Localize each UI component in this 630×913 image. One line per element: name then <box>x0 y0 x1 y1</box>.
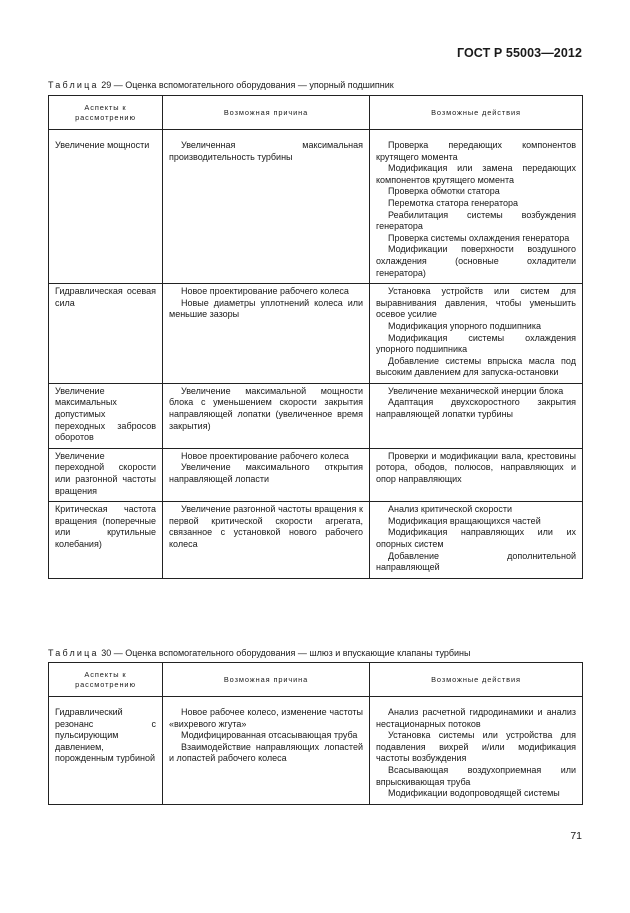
cause-item: Взаимодействие направляющих лопастей и лопастей рабочего колеса <box>169 741 363 764</box>
action-item: Модификация или замена передающих компонентов крутящего момента <box>376 163 576 185</box>
table-30 <box>48 662 583 805</box>
cause-item: Увеличенная максимальная производительность турбины <box>169 140 363 162</box>
action-item: Всасывающая воздухоприемная или впрыскивающая труба <box>376 764 576 787</box>
header-actions: Возможные действия <box>370 663 583 697</box>
action-item: Реабилитация системы возбуждения генератора <box>376 209 576 232</box>
cause-item: Увеличение разгонной частоты вращения к первой критической скорости агрегата, связанное с установкой нового рабочего колеса <box>169 504 363 549</box>
cause-cell <box>163 704 370 804</box>
aspect-cell: Увеличение максимальных допустимых переходных забросов оборотов <box>49 383 163 448</box>
header-aspects: Аспекты к рассмотрению <box>49 663 163 697</box>
actions-cell <box>370 704 583 804</box>
table-row <box>49 284 583 384</box>
action-item: Модификация направляющих или их опорных систем <box>376 527 576 549</box>
table-row <box>49 502 583 579</box>
table-29-caption <box>48 80 582 91</box>
action-item: Увеличение механической инерции блока <box>388 385 564 396</box>
cause-cell <box>163 284 370 384</box>
cause-item: Новое проектирование рабочего колеса <box>181 450 349 461</box>
actions-cell <box>370 284 583 384</box>
action-item: Анализ критической скорости <box>388 504 512 515</box>
table-row <box>49 704 583 804</box>
table-row <box>49 137 583 284</box>
actions-cell <box>370 502 583 579</box>
cause-cell <box>163 383 370 448</box>
table-29 <box>48 95 583 579</box>
table-row <box>49 383 583 448</box>
action-item: Модификация вращающихся частей <box>388 515 541 526</box>
actions-cell <box>370 137 583 284</box>
header-actions: Возможные действия <box>370 96 583 130</box>
cause-cell <box>163 137 370 284</box>
aspect-cell: Гидравлический резонанс с пульсирующим давлением, порожденным турбиной <box>49 704 163 804</box>
action-item: Добавление дополнительной направляющей <box>376 550 576 573</box>
caption-label: Таблица <box>48 80 99 90</box>
aspect-cell: Гидравлическая осевая сила <box>49 284 163 384</box>
table-30-caption <box>48 648 582 659</box>
cause-item: Модифицированная отсасывающая труба <box>181 730 358 741</box>
action-item: Проверка обмотки статора <box>388 186 500 197</box>
header-cause: Возможная причина <box>163 96 370 130</box>
standard-designation: ГОСТ Р 55003—2012 <box>456 46 582 60</box>
action-item: Установка устройств или систем для выравнивания давления, чтобы уменьшить осевое усилие <box>376 286 576 320</box>
cause-cell <box>163 502 370 579</box>
aspect-cell: Увеличение мощности <box>49 137 163 284</box>
caption-label: Таблица <box>48 648 99 658</box>
aspect-cell: Увеличение переходной скорости или разгонной частоты вращения <box>49 448 163 501</box>
actions-cell <box>370 448 583 501</box>
action-item: Установка системы или устройства для подавления вихрей и/или модификация частоты возбуждения <box>376 730 576 764</box>
caption-text: 30 — Оценка вспомогательного оборудования — шлюз и впускающие клапаны турбины <box>101 648 471 658</box>
action-item: Адаптация двухскоростного закрытия направляющей лопатки турбины <box>376 397 576 420</box>
action-item: Модификация системы охлаждения упорного подшипника <box>376 332 576 355</box>
header-cause: Возможная причина <box>163 663 370 697</box>
action-item: Проверки и модификации вала, крестовины ротора, ободов, полюсов, направляющих и опор направляющих <box>376 450 576 485</box>
aspect-cell: Критическая частота вращения (поперечные или крутильные колебания) <box>49 502 163 579</box>
action-item: Модификация упорного подшипника <box>388 320 541 331</box>
cause-item: Увеличение максимальной мощности блока с уменьшением скорости закрытия направляющей лопатки (увеличенное время закрытия) <box>169 385 363 431</box>
header-aspects: Аспекты к рассмотрению <box>49 96 163 130</box>
action-item: Анализ расчетной гидродинамики и анализ нестационарных потоков <box>376 707 576 729</box>
cause-cell <box>163 448 370 501</box>
action-item: Модификации поверхности воздушного охлаждения (основные охладители генератора) <box>376 244 576 278</box>
cause-item: Новое проектирование рабочего колеса <box>181 286 349 297</box>
cause-item: Новое рабочее колесо, изменение частоты «вихревого жгута» <box>169 707 363 729</box>
action-item: Проверка передающих компонентов крутящего момента <box>376 140 576 162</box>
action-item: Проверка системы охлаждения генератора <box>388 232 570 243</box>
cause-item: Новые диаметры уплотнений колеса или меньшие зазоры <box>169 297 363 320</box>
page-number: 71 <box>570 830 582 842</box>
actions-cell <box>370 383 583 448</box>
action-item: Модификации водопроводящей системы <box>388 788 560 799</box>
table-row <box>49 448 583 501</box>
caption-text: 29 — Оценка вспомогательного оборудования — упорный подшипник <box>101 80 394 90</box>
action-item: Добавление системы впрыска масла под высоким давлением для запуска-остановки <box>376 355 576 378</box>
cause-item: Увеличение максимального открытия направляющей лопасти <box>169 462 363 485</box>
action-item: Перемотка статора генератора <box>388 197 519 208</box>
